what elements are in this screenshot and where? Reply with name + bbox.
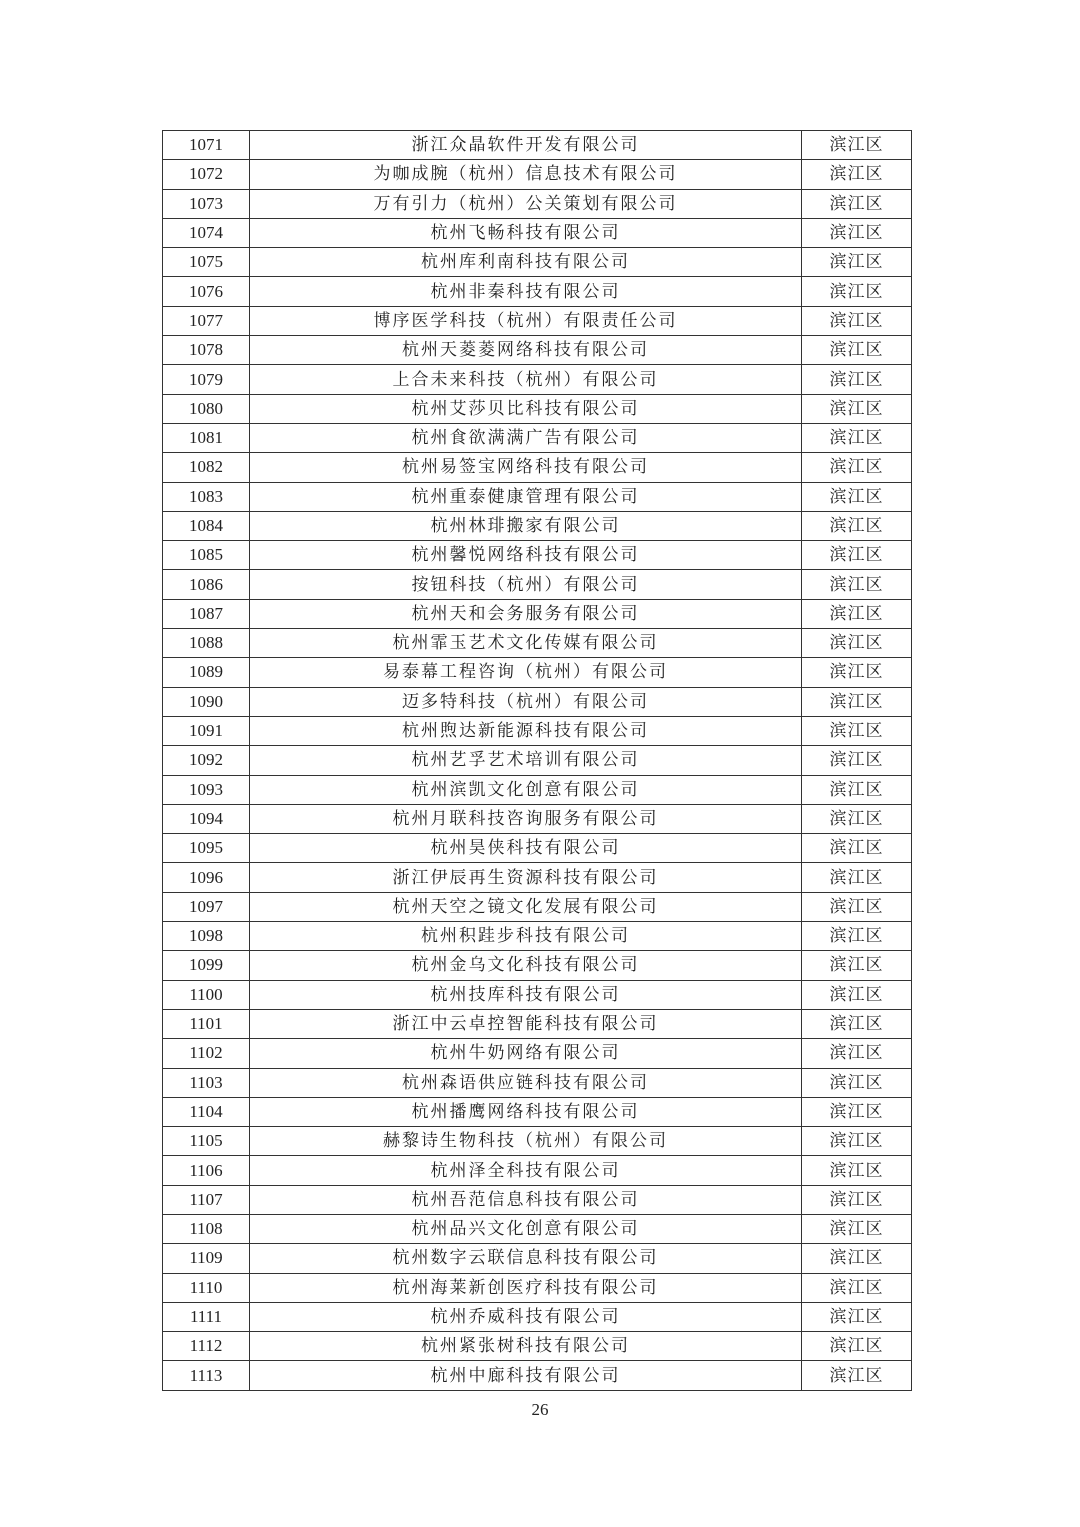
district-cell: 滨江区 — [802, 189, 912, 218]
district-cell: 滨江区 — [802, 160, 912, 189]
row-number-cell: 1108 — [163, 1214, 250, 1243]
district-cell: 滨江区 — [802, 716, 912, 745]
row-number-cell: 1090 — [163, 687, 250, 716]
table-row — [163, 1156, 912, 1185]
table-row — [163, 980, 912, 1009]
district-cell: 滨江区 — [802, 746, 912, 775]
table-row — [163, 892, 912, 921]
company-name-cell: 杭州易签宝网络科技有限公司 — [250, 453, 802, 482]
company-name-cell: 杭州技库科技有限公司 — [250, 980, 802, 1009]
table-row — [163, 746, 912, 775]
company-name-cell: 杭州牛奶网络有限公司 — [250, 1039, 802, 1068]
company-name-cell: 杭州食欲满满广告有限公司 — [250, 423, 802, 452]
table-row — [163, 687, 912, 716]
row-number-cell: 1080 — [163, 394, 250, 423]
company-name-cell: 杭州海莱新创医疗科技有限公司 — [250, 1273, 802, 1302]
table-row — [163, 453, 912, 482]
company-name-cell: 杭州品兴文化创意有限公司 — [250, 1214, 802, 1243]
company-name-cell: 浙江中云卓控智能科技有限公司 — [250, 1009, 802, 1038]
company-name-cell: 浙江伊辰再生资源科技有限公司 — [250, 863, 802, 892]
district-cell: 滨江区 — [802, 277, 912, 306]
row-number-cell: 1096 — [163, 863, 250, 892]
district-cell: 滨江区 — [802, 365, 912, 394]
page-number: 26 — [531, 1400, 549, 1419]
company-name-cell: 杭州泽全科技有限公司 — [250, 1156, 802, 1185]
table-row — [163, 365, 912, 394]
district-cell: 滨江区 — [802, 570, 912, 599]
district-cell: 滨江区 — [802, 922, 912, 951]
table-row — [163, 658, 912, 687]
company-name-cell: 杭州煦达新能源科技有限公司 — [250, 716, 802, 745]
table-row — [163, 1244, 912, 1273]
row-number-cell: 1081 — [163, 423, 250, 452]
company-name-cell: 杭州天和会务服务有限公司 — [250, 599, 802, 628]
company-name-cell: 杭州吾范信息科技有限公司 — [250, 1185, 802, 1214]
table-row — [163, 277, 912, 306]
row-number-cell: 1076 — [163, 277, 250, 306]
row-number-cell: 1088 — [163, 629, 250, 658]
district-cell: 滨江区 — [802, 951, 912, 980]
company-name-cell: 为咖成腕（杭州）信息技术有限公司 — [250, 160, 802, 189]
district-cell: 滨江区 — [802, 1332, 912, 1361]
table-row — [163, 775, 912, 804]
company-table-body — [163, 131, 912, 1391]
company-name-cell: 杭州乔威科技有限公司 — [250, 1302, 802, 1331]
company-name-cell: 杭州库利南科技有限公司 — [250, 248, 802, 277]
table-row — [163, 1009, 912, 1038]
row-number-cell: 1100 — [163, 980, 250, 1009]
row-number-cell: 1077 — [163, 306, 250, 335]
row-number-cell: 1094 — [163, 804, 250, 833]
district-cell: 滨江区 — [802, 980, 912, 1009]
table-row — [163, 1332, 912, 1361]
row-number-cell: 1074 — [163, 218, 250, 247]
company-name-cell: 杭州森语供应链科技有限公司 — [250, 1068, 802, 1097]
row-number-cell: 1087 — [163, 599, 250, 628]
district-cell: 滨江区 — [802, 775, 912, 804]
company-name-cell: 按钮科技（杭州）有限公司 — [250, 570, 802, 599]
company-name-cell: 杭州天菱菱网络科技有限公司 — [250, 336, 802, 365]
table-row — [163, 423, 912, 452]
table-row — [163, 1097, 912, 1126]
company-name-cell: 杭州中廊科技有限公司 — [250, 1361, 802, 1390]
table-row — [163, 394, 912, 423]
company-name-cell: 上合未来科技（杭州）有限公司 — [250, 365, 802, 394]
district-cell: 滨江区 — [802, 394, 912, 423]
district-cell: 滨江区 — [802, 1009, 912, 1038]
table-row — [163, 1361, 912, 1390]
district-cell: 滨江区 — [802, 482, 912, 511]
table-row — [163, 541, 912, 570]
company-name-cell: 万有引力（杭州）公关策划有限公司 — [250, 189, 802, 218]
district-cell: 滨江区 — [802, 1273, 912, 1302]
table-row — [163, 629, 912, 658]
district-cell: 滨江区 — [802, 1361, 912, 1390]
company-name-cell: 迈多特科技（杭州）有限公司 — [250, 687, 802, 716]
table-row — [163, 160, 912, 189]
row-number-cell: 1102 — [163, 1039, 250, 1068]
company-name-cell: 易泰幕工程咨询（杭州）有限公司 — [250, 658, 802, 687]
row-number-cell: 1092 — [163, 746, 250, 775]
row-number-cell: 1095 — [163, 834, 250, 863]
table-row — [163, 1068, 912, 1097]
company-name-cell: 杭州艺孚艺术培训有限公司 — [250, 746, 802, 775]
company-name-cell: 赫黎诗生物科技（杭州）有限公司 — [250, 1127, 802, 1156]
row-number-cell: 1107 — [163, 1185, 250, 1214]
district-cell: 滨江区 — [802, 306, 912, 335]
table-row — [163, 1302, 912, 1331]
district-cell: 滨江区 — [802, 804, 912, 833]
row-number-cell: 1079 — [163, 365, 250, 394]
row-number-cell: 1109 — [163, 1244, 250, 1273]
district-cell: 滨江区 — [802, 1127, 912, 1156]
company-table — [162, 130, 912, 1391]
company-name-cell: 杭州昊侠科技有限公司 — [250, 834, 802, 863]
district-cell: 滨江区 — [802, 892, 912, 921]
table-row — [163, 804, 912, 833]
district-cell: 滨江区 — [802, 423, 912, 452]
row-number-cell: 1093 — [163, 775, 250, 804]
company-name-cell: 杭州林琲搬家有限公司 — [250, 511, 802, 540]
row-number-cell: 1073 — [163, 189, 250, 218]
company-name-cell: 杭州艾莎贝比科技有限公司 — [250, 394, 802, 423]
table-row — [163, 1214, 912, 1243]
company-name-cell: 杭州滨凯文化创意有限公司 — [250, 775, 802, 804]
row-number-cell: 1101 — [163, 1009, 250, 1038]
district-cell: 滨江区 — [802, 863, 912, 892]
row-number-cell: 1104 — [163, 1097, 250, 1126]
district-cell: 滨江区 — [802, 248, 912, 277]
company-name-cell: 杭州积跬步科技有限公司 — [250, 922, 802, 951]
row-number-cell: 1113 — [163, 1361, 250, 1390]
table-row — [163, 306, 912, 335]
table-row — [163, 834, 912, 863]
district-cell: 滨江区 — [802, 599, 912, 628]
table-row — [163, 922, 912, 951]
table-row — [163, 1039, 912, 1068]
company-name-cell: 杭州霏玉艺术文化传媒有限公司 — [250, 629, 802, 658]
district-cell: 滨江区 — [802, 834, 912, 863]
table-row — [163, 570, 912, 599]
row-number-cell: 1110 — [163, 1273, 250, 1302]
company-name-cell: 博序医学科技（杭州）有限责任公司 — [250, 306, 802, 335]
district-cell: 滨江区 — [802, 1214, 912, 1243]
row-number-cell: 1086 — [163, 570, 250, 599]
row-number-cell: 1103 — [163, 1068, 250, 1097]
table-row — [163, 599, 912, 628]
table-row — [163, 951, 912, 980]
row-number-cell: 1075 — [163, 248, 250, 277]
company-name-cell: 杭州紧张树科技有限公司 — [250, 1332, 802, 1361]
table-row — [163, 716, 912, 745]
table-row — [163, 1127, 912, 1156]
table-row — [163, 131, 912, 160]
company-name-cell: 浙江众晶软件开发有限公司 — [250, 131, 802, 160]
district-cell: 滨江区 — [802, 218, 912, 247]
row-number-cell: 1106 — [163, 1156, 250, 1185]
row-number-cell: 1085 — [163, 541, 250, 570]
row-number-cell: 1105 — [163, 1127, 250, 1156]
district-cell: 滨江区 — [802, 1302, 912, 1331]
company-name-cell: 杭州播鹰网络科技有限公司 — [250, 1097, 802, 1126]
table-row — [163, 336, 912, 365]
row-number-cell: 1091 — [163, 716, 250, 745]
company-name-cell: 杭州月联科技咨询服务有限公司 — [250, 804, 802, 833]
district-cell: 滨江区 — [802, 1185, 912, 1214]
table-row — [163, 1185, 912, 1214]
row-number-cell: 1111 — [163, 1302, 250, 1331]
district-cell: 滨江区 — [802, 1156, 912, 1185]
district-cell: 滨江区 — [802, 1068, 912, 1097]
row-number-cell: 1097 — [163, 892, 250, 921]
row-number-cell: 1084 — [163, 511, 250, 540]
table-row — [163, 1273, 912, 1302]
table-row — [163, 189, 912, 218]
district-cell: 滨江区 — [802, 658, 912, 687]
table-row — [163, 511, 912, 540]
row-number-cell: 1099 — [163, 951, 250, 980]
district-cell: 滨江区 — [802, 336, 912, 365]
district-cell: 滨江区 — [802, 131, 912, 160]
district-cell: 滨江区 — [802, 511, 912, 540]
district-cell: 滨江区 — [802, 541, 912, 570]
row-number-cell: 1112 — [163, 1332, 250, 1361]
row-number-cell: 1072 — [163, 160, 250, 189]
company-name-cell: 杭州馨悦网络科技有限公司 — [250, 541, 802, 570]
table-row — [163, 482, 912, 511]
row-number-cell: 1089 — [163, 658, 250, 687]
row-number-cell: 1082 — [163, 453, 250, 482]
company-name-cell: 杭州重泰健康管理有限公司 — [250, 482, 802, 511]
district-cell: 滨江区 — [802, 687, 912, 716]
table-row — [163, 248, 912, 277]
district-cell: 滨江区 — [802, 1244, 912, 1273]
company-name-cell: 杭州飞畅科技有限公司 — [250, 218, 802, 247]
company-name-cell: 杭州非秦科技有限公司 — [250, 277, 802, 306]
row-number-cell: 1078 — [163, 336, 250, 365]
row-number-cell: 1071 — [163, 131, 250, 160]
table-row — [163, 863, 912, 892]
company-name-cell: 杭州金乌文化科技有限公司 — [250, 951, 802, 980]
district-cell: 滨江区 — [802, 1097, 912, 1126]
row-number-cell: 1098 — [163, 922, 250, 951]
district-cell: 滨江区 — [802, 1039, 912, 1068]
company-name-cell: 杭州数字云联信息科技有限公司 — [250, 1244, 802, 1273]
row-number-cell: 1083 — [163, 482, 250, 511]
district-cell: 滨江区 — [802, 453, 912, 482]
district-cell: 滨江区 — [802, 629, 912, 658]
company-name-cell: 杭州天空之镜文化发展有限公司 — [250, 892, 802, 921]
table-row — [163, 218, 912, 247]
